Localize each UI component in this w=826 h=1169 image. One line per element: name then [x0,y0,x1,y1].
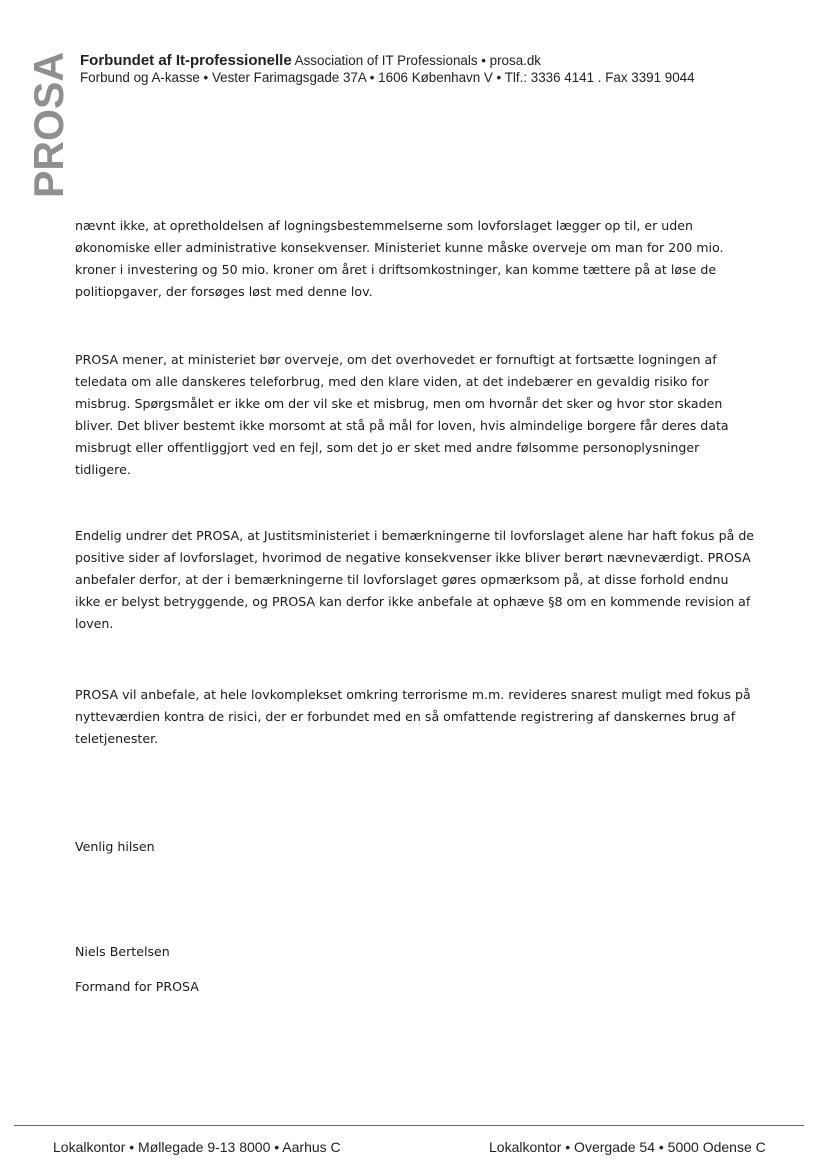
footer-left: Lokalkontor • Møllegade 9-13 8000 • Aarhus C [53,1139,341,1155]
letterhead-line-2: Forbund og A-kasse • Vester Farimagsgade 37A • 1606 København V • Tlf.: 3336 4141 . Fax 3391 9044 [80,70,695,85]
prosa-logo-text: PROSA [25,48,72,198]
footer-right: Lokalkontor • Overgade 54 • 5000 Odense C [489,1139,766,1155]
footer-divider [14,1125,804,1126]
org-tagline: Association of IT Professionals • prosa.dk [291,53,542,68]
signer-title [75,976,755,998]
signer-name [75,941,755,963]
paragraph-2-text: PROSA mener, at ministeriet bør overveje, om det overhovedet er fornuftigt at fortsætte logningen af teledata om alle danskeres teleforbrug, med den klare viden, at det indebærer en gevaldig risiko for misbrug. Spørgsmålet er ikke om der vil ske et misbrug, men om hvornår det sker og hvor stor skaden bliver. Det bliver bestemt ikke morsomt at stå på mål for loven, hvis almindelige borgere får deres data misbrugt eller offentliggjort ved en fejl, som det jo er sket med andre følsomme personoplysninger tidligere. [75,352,729,477]
signer-title-text: Formand for PROSA [75,979,199,994]
prosa-logo [25,48,72,200]
paragraph-4 [75,684,755,750]
letterhead [80,52,695,86]
paragraph-1 [75,215,755,303]
closing [75,836,755,858]
letterhead-line-1 [80,52,695,69]
paragraph-3 [75,525,755,635]
org-name: Forbundet af It-professionelle [80,52,292,69]
closing-text: Venlig hilsen [75,839,155,854]
paragraph-1-text: nævnt ikke, at opretholdelsen af logningsbestemmelserne som lovforslaget lægger op til, er uden økonomiske eller administrative konsekvenser. Ministeriet kunne måske overveje om man for 200 mio. kroner i investering og 50 mio. kroner om året i driftsomkostninger, kan komme tættere på at løse de politiopgaver, der forsøges løst med denne lov. [75,218,724,299]
paragraph-3-text: Endelig undrer det PROSA, at Justitsministeriet i bemærkningerne til lovforslaget alene har haft fokus på de positive sider af lovforslaget, hvorimod de negative konsekvenser ikke bliver berørt nævneværdigt. PROSA anbefaler derfor, at der i bemærkningerne til lovforslaget gøres opmærksom på, at disse forhold endnu ikke er belyst betryggende, og PROSA kan derfor ikke anbefale at ophæve §8 om en kommende revision af loven. [75,528,755,631]
paragraph-2 [75,349,755,481]
paragraph-4-text: PROSA vil anbefale, at hele lovkomplekset omkring terrorisme m.m. revideres snarest muligt med fokus på nytteværdien kontra de risici, der er forbundet med en så omfattende registrering af danskernes brug af teletjenester. [75,687,751,746]
signer-name-text: Niels Bertelsen [75,944,170,959]
